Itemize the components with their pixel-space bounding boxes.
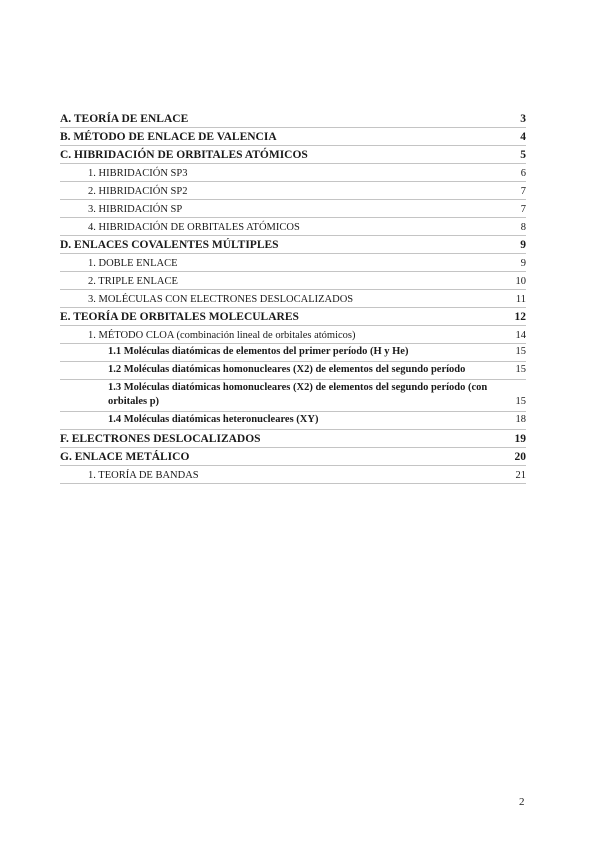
toc-subentry[interactable] bbox=[60, 182, 526, 200]
toc-subentry[interactable] bbox=[60, 290, 526, 308]
toc-entry[interactable] bbox=[60, 430, 526, 448]
toc-entry[interactable] bbox=[60, 110, 526, 128]
toc-subentry-page: 14 bbox=[515, 330, 526, 341]
toc-entry-page: 4 bbox=[520, 131, 526, 143]
toc-subsubentry[interactable] bbox=[60, 344, 526, 362]
toc-subsubentry-title: 1.1 Moléculas diatómicas de elementos del primer período (H y He) bbox=[108, 346, 409, 357]
toc-subentry[interactable] bbox=[60, 218, 526, 236]
toc-subsubentry[interactable] bbox=[60, 412, 526, 430]
toc-subentry[interactable] bbox=[60, 164, 526, 182]
toc-subsubentry-page: 15 bbox=[515, 346, 526, 357]
toc-subsubentry-title: 1.3 Moléculas diatómicas homonucleares (X2) de elementos del segundo período (con orbitales p) bbox=[108, 382, 488, 407]
toc-subentry-page: 21 bbox=[515, 470, 526, 481]
table-of-contents bbox=[60, 110, 526, 484]
toc-subentry[interactable] bbox=[60, 254, 526, 272]
toc-subentry-title: 3. HIBRIDACIÓN SP bbox=[88, 204, 183, 215]
toc-subentry-page: 6 bbox=[520, 168, 526, 179]
toc-subentry-page: 8 bbox=[520, 222, 526, 233]
toc-subsubentry-page: 18 bbox=[515, 414, 526, 425]
toc-entry-page: 5 bbox=[520, 149, 526, 161]
toc-subentry-title: 1. TEORÍA DE BANDAS bbox=[88, 470, 199, 481]
toc-entry-page: 20 bbox=[514, 451, 526, 463]
toc-entry-page: 12 bbox=[514, 311, 526, 323]
toc-subentry[interactable] bbox=[60, 272, 526, 290]
toc-subentry[interactable] bbox=[60, 326, 526, 344]
toc-subentry-page: 10 bbox=[515, 276, 526, 287]
toc-subentry-title: 1. MÉTODO CLOA (combinación lineal de orbitales atómicos) bbox=[88, 330, 356, 341]
toc-subentry-title: 2. TRIPLE ENLACE bbox=[88, 276, 178, 287]
toc-subsubentry-page: 15 bbox=[515, 364, 526, 375]
toc-entry[interactable] bbox=[60, 308, 526, 326]
toc-entry-title: F. ELECTRONES DESLOCALIZADOS bbox=[60, 433, 261, 445]
toc-subsubentry-page: 15 bbox=[515, 396, 526, 407]
toc-subsubentry-title: 1.2 Moléculas diatómicas homonucleares (X2) de elementos del segundo período bbox=[108, 364, 466, 375]
toc-subentry-title: 1. DOBLE ENLACE bbox=[88, 258, 178, 269]
toc-entry-title: B. MÉTODO DE ENLACE DE VALENCIA bbox=[60, 131, 277, 143]
toc-subentry[interactable] bbox=[60, 466, 526, 484]
toc-subentry-page: 7 bbox=[520, 186, 526, 197]
page-number: 2 bbox=[519, 796, 525, 808]
toc-subsubentry[interactable] bbox=[60, 362, 526, 380]
toc-entry[interactable] bbox=[60, 448, 526, 466]
toc-subsubentry[interactable] bbox=[60, 380, 526, 412]
toc-entry-title: A. TEORÍA DE ENLACE bbox=[60, 113, 189, 125]
toc-entry[interactable] bbox=[60, 236, 526, 254]
toc-subentry-title: 4. HIBRIDACIÓN DE ORBITALES ATÓMICOS bbox=[88, 222, 300, 233]
toc-subsubentry-title: 1.4 Moléculas diatómicas heteronucleares (XY) bbox=[108, 414, 319, 425]
toc-subentry-page: 11 bbox=[515, 294, 526, 305]
toc-entry-title: G. ENLACE METÁLICO bbox=[60, 451, 190, 463]
toc-subentry[interactable] bbox=[60, 200, 526, 218]
toc-subentry-page: 9 bbox=[520, 258, 526, 269]
toc-entry-title: D. ENLACES COVALENTES MÚLTIPLES bbox=[60, 239, 279, 251]
toc-subentry-title: 1. HIBRIDACIÓN SP3 bbox=[88, 168, 188, 179]
toc-entry-page: 3 bbox=[520, 113, 526, 125]
toc-entry[interactable] bbox=[60, 146, 526, 164]
toc-entry-page: 9 bbox=[520, 239, 526, 251]
toc-entry-page: 19 bbox=[514, 433, 526, 445]
toc-entry-title: E. TEORÍA DE ORBITALES MOLECULARES bbox=[60, 311, 299, 323]
toc-entry-title: C. HIBRIDACIÓN DE ORBITALES ATÓMICOS bbox=[60, 149, 308, 161]
toc-entry[interactable] bbox=[60, 128, 526, 146]
toc-subentry-title: 3. MOLÉCULAS CON ELECTRONES DESLOCALIZADOS bbox=[88, 294, 354, 305]
toc-subentry-page: 7 bbox=[520, 204, 526, 215]
toc-subentry-title: 2. HIBRIDACIÓN SP2 bbox=[88, 186, 188, 197]
